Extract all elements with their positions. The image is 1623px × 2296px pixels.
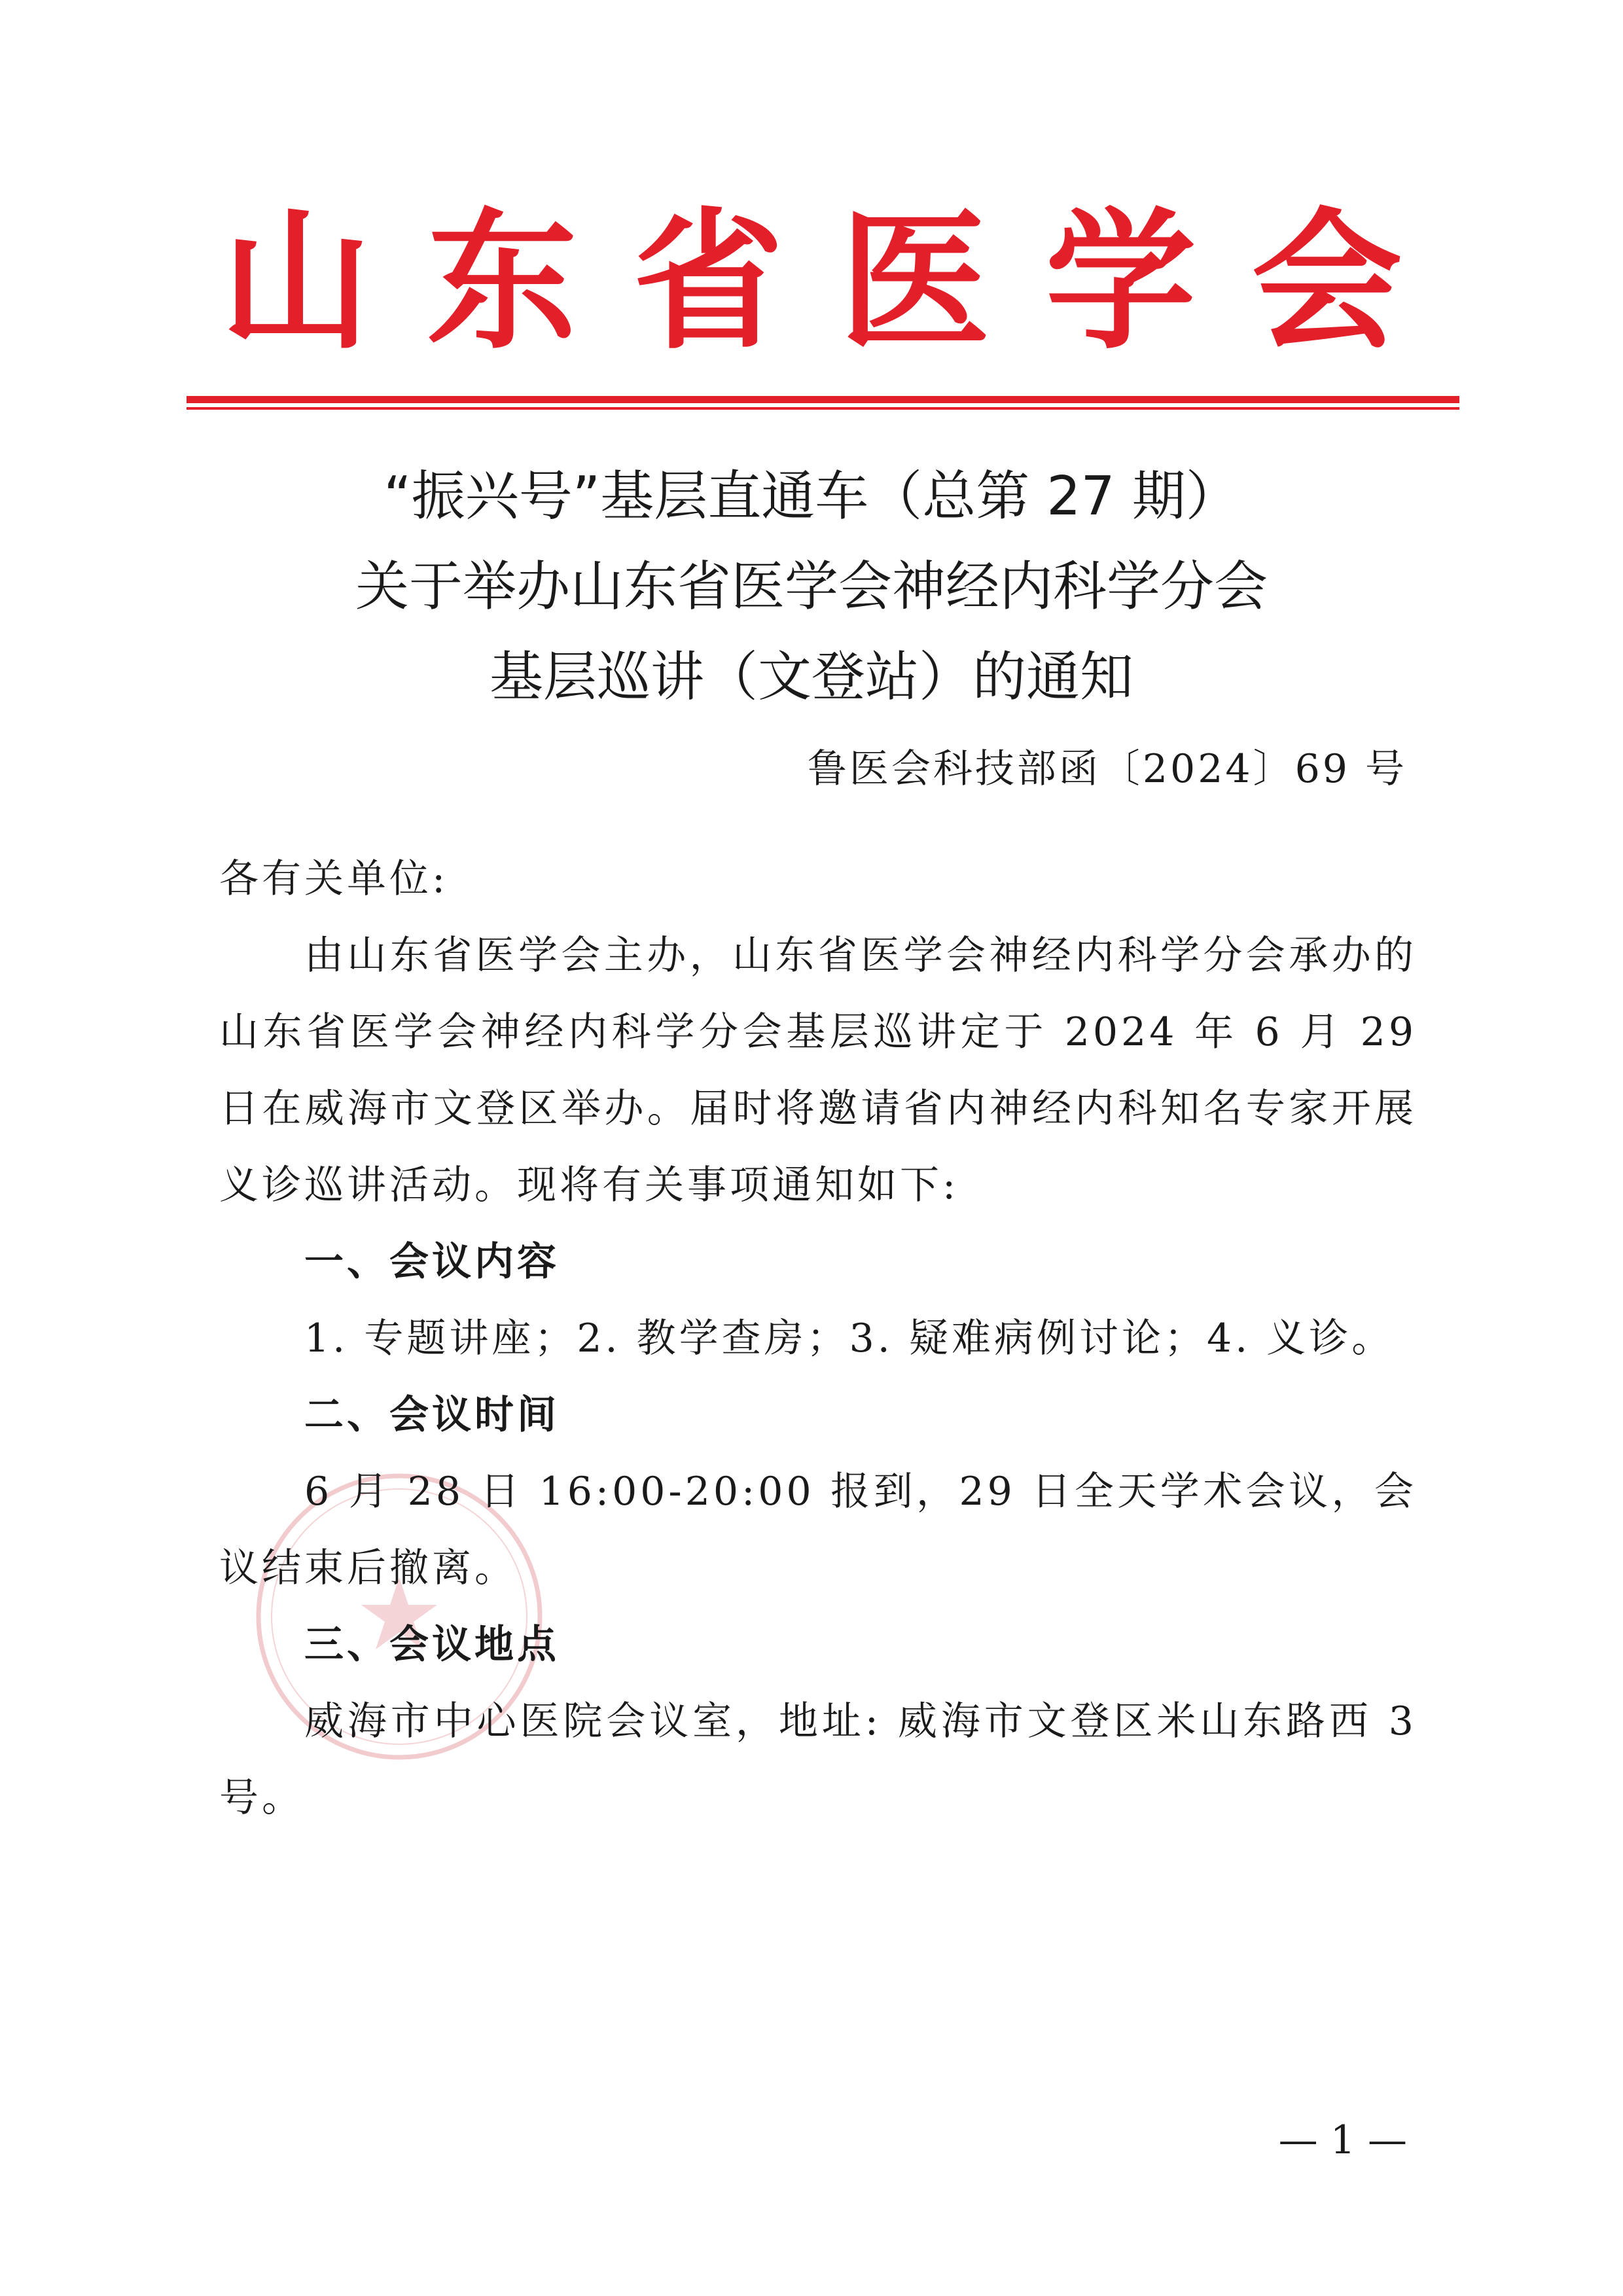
title-line-1: “振兴号”基层直通车（总第 27 期） bbox=[383, 465, 1240, 528]
title-line-3: 基层巡讲（文登站）的通知 bbox=[489, 646, 1133, 708]
section-text: 1. 专题讲座；2. 教学查房；3. 疑难病例讨论；4. 义诊。 bbox=[304, 1316, 1395, 1361]
document-title bbox=[0, 452, 1623, 723]
section-heading: 一、会议内容 bbox=[304, 1239, 560, 1285]
section-text: 6 月 28 日 16:00-20:00 报到，29 日全天学术会议，会议结束后撤离。 bbox=[219, 1469, 1417, 1591]
section-text: 威海市中心医院会议室，地址: 威海市文登区米山东路西 3 号。 bbox=[219, 1698, 1417, 1821]
document-body bbox=[219, 841, 1417, 1837]
title-line-2: 关于举办山东省医学会神经内科学分会 bbox=[355, 556, 1268, 618]
salutation: 各有关单位: bbox=[219, 856, 449, 902]
section-heading: 三、会议地点 bbox=[304, 1622, 560, 1668]
letterhead-rule-thick bbox=[187, 396, 1459, 403]
letterhead-rule-thin bbox=[187, 407, 1459, 410]
section-heading: 二、会议时间 bbox=[304, 1392, 560, 1438]
document-number: 鲁医会科技部函〔2024〕69 号 bbox=[807, 746, 1407, 792]
intro-paragraph: 由山东省医学会主办，山东省医学会神经内科学分会承办的山东省医学会神经内科学分会基层巡讲定于 2024 年 6 月 29 日在威海市文登区举办。届时将邀请省内神经内科知名专家开展义诊巡讲活动。现将有关事项通知如下: bbox=[219, 933, 1417, 1208]
letterhead-title: 山东省医学会 bbox=[221, 193, 1458, 370]
page-number: — 1 — bbox=[1278, 2117, 1407, 2163]
